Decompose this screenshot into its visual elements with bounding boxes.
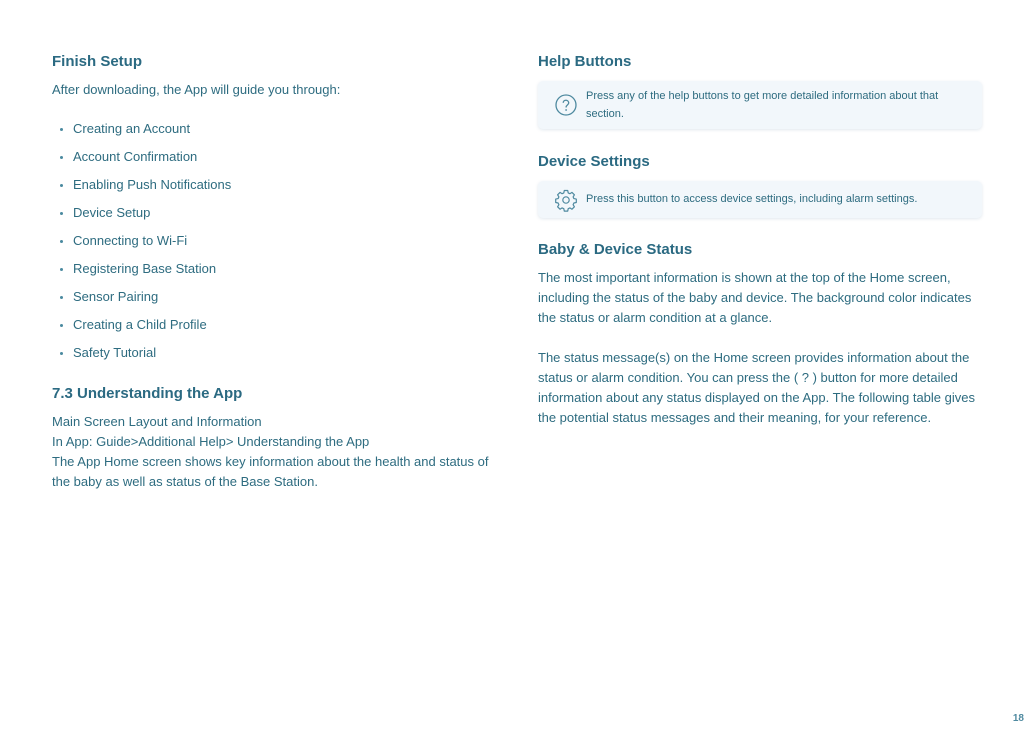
list-item: Creating an Account — [52, 119, 231, 147]
main-screen-layout-line: Main Screen Layout and Information — [52, 414, 262, 429]
home-screen-description: The App Home screen shows key information about the health and status of the baby as well as status of the Base Station. — [52, 454, 489, 489]
list-item: Device Setup — [52, 203, 231, 231]
status-paragraph-2: The status message(s) on the Home screen provides information about the status or alarm condition. You can press the ( ? ) button for more detailed information about any status displayed on the App. The following table gives the potential status messages and their meaning, for your reference. — [538, 350, 975, 425]
help-buttons-callout-text: Press any of the help buttons to get more detailed information about that section. — [586, 90, 939, 120]
list-item: Safety Tutorial — [52, 343, 231, 371]
bullet-dot — [60, 296, 63, 299]
list-item: Sensor Pairing — [52, 287, 231, 315]
setup-steps-list — [52, 119, 231, 371]
finish-setup-intro: After downloading, the App will guide you through: — [52, 82, 341, 97]
bullet-dot — [60, 268, 63, 271]
help-buttons-callout — [538, 81, 982, 129]
bullet-dot — [60, 212, 63, 215]
list-item: Account Confirmation — [52, 147, 231, 175]
device-settings-callout-text: Press this button to access device settings, including alarm settings. — [586, 193, 918, 205]
list-item: Enabling Push Notifications — [52, 175, 231, 203]
understanding-app-heading: 7.3 Understanding the App — [52, 385, 243, 402]
gear-icon — [554, 188, 578, 212]
device-settings-callout — [538, 181, 982, 218]
help-circle-icon — [554, 93, 578, 117]
bullet-dot — [60, 240, 63, 243]
bullet-dot — [60, 156, 63, 159]
list-item: Registering Base Station — [52, 259, 231, 287]
baby-device-status-heading: Baby & Device Status — [538, 241, 693, 258]
help-buttons-heading: Help Buttons — [538, 53, 632, 70]
page-number: 18 — [1012, 713, 1024, 724]
device-settings-heading: Device Settings — [538, 153, 650, 170]
in-app-path-line: In App: Guide>Additional Help> Understanding the App — [52, 434, 370, 449]
list-item: Connecting to Wi-Fi — [52, 231, 231, 259]
bullet-dot — [60, 352, 63, 355]
list-item: Creating a Child Profile — [52, 315, 231, 343]
status-paragraph-1: The most important information is shown at the top of the Home screen, including the status of the baby and device. The background color indicates the status or alarm condition at a glance. — [538, 270, 972, 325]
finish-setup-heading: Finish Setup — [52, 53, 142, 70]
bullet-dot — [60, 324, 63, 327]
bullet-dot — [60, 184, 63, 187]
bullet-dot — [60, 128, 63, 131]
